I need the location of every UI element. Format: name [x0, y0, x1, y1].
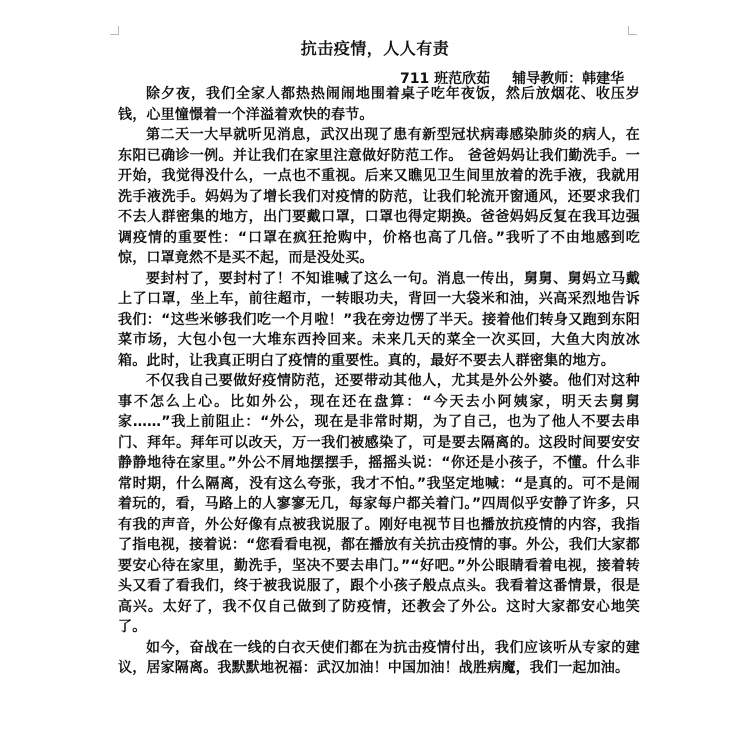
paragraph-4: 不仅我自己要做好疫情防范，还要带动其他人，尤其是外公外婆。他们对这种事不怎么上心。比如外公，现在还在盘算：“今天去小阿姨家，明天去舅舅家……”我上前阻止：“外公，现在是非常时期，为了自己，也为了他人不要去串门、拜年。拜年可以改天，万一我们被感染了，可是要去隔离的。这段时间要安安静静地待在家里。”外公不屑地摆摆手，摇摇头说：“你还是小孩子，不懂。什么非常时期，什么隔离，没有这么夸张，我才不怕。”我坚定地喊：“是真的。可不是闹着玩的，看，马路上的人寥寥无几，每家每户都关着门。”四周似乎安静了许多，只有我的声音，外公好像有点被我说服了。刚好电视节目也播放抗疫情的内容，我指了指电视，接着说：“您看看电视，都在播放有关抗击疫情的事。外公，我们大家都要安心待在家里，勤洗手，坚决不要去串门。”“好吧。”外公眼睛看着电视，接着转头又看了看我们，终于被我说服了，跟个小孩子般点点头。我看着这番情景，很是高兴。太好了，我不仅自己做到了防疫情，还教会了外公。这时大家都安心地笑了。 [118, 373, 640, 635]
paragraph-3: 要封村了，要封村了！不知谁喊了这么一句。消息一传出，舅舅、舅妈立马戴上了口罩，坐上车，前往超市，一转眼功夫，背回一大袋米和油，兴高采烈地告诉我们：“这些米够我们吃一个月啦！”我在旁边愣了半天。接着他们转身又跑到东阳菜市场，大包小包一大堆东西拎回来。未来几天的菜全一次买回，大鱼大肉放冰箱。此时，让我真正明白了疫情的重要性。真的，最好不要去人群密集的地方。 [118, 270, 640, 369]
margin-mark-top-right [628, 26, 637, 35]
paragraph-1: 除夕夜，我们全家人都热热闹闹地围着桌子吃年夜饭，然后放烟花、收压岁钱，心里憧憬着一个洋溢着欢快的春节。 [118, 86, 640, 123]
paragraph-2: 第二天一大早就听见消息，武汉出现了患有新型冠状病毒感染肺炎的病人，在东阳已确诊一例。并让我们在家里注意做好防范工作。 爸爸妈妈让我们勤洗手。一开始，我觉得没什么，一点也不重视。后来又瞧见卫生间里放着的洗手液，我就用洗手液洗手。妈妈为了增长我们对疫情的防范，让我们轮流开窗通风，还要求我们不去人群密集的地方，出门要戴口罩，口罩也得定期换。爸爸妈妈反复在我耳边强调疫情的重要性：“口罩在疯狂抢购中，价格也高了几倍。”我听了不由地感到吃惊，口罩竟然不是买不起，而是没处买。 [118, 127, 640, 266]
document-body [118, 84, 640, 679]
document-title: 抗击疫情，人人有责 [300, 39, 450, 58]
margin-mark-top-left [110, 26, 119, 35]
author-name: 711 班范欣茹 [400, 71, 491, 87]
paragraph-5: 如今，奋战在一线的白衣天使们都在为抗击疫情付出，我们应该听从专家的建议，居家隔离。我默默地祝福：武汉加油！中国加油！战胜病魔，我们一起加油。 [118, 639, 640, 676]
teacher-name: 辅导教师：韩建华 [512, 71, 625, 87]
